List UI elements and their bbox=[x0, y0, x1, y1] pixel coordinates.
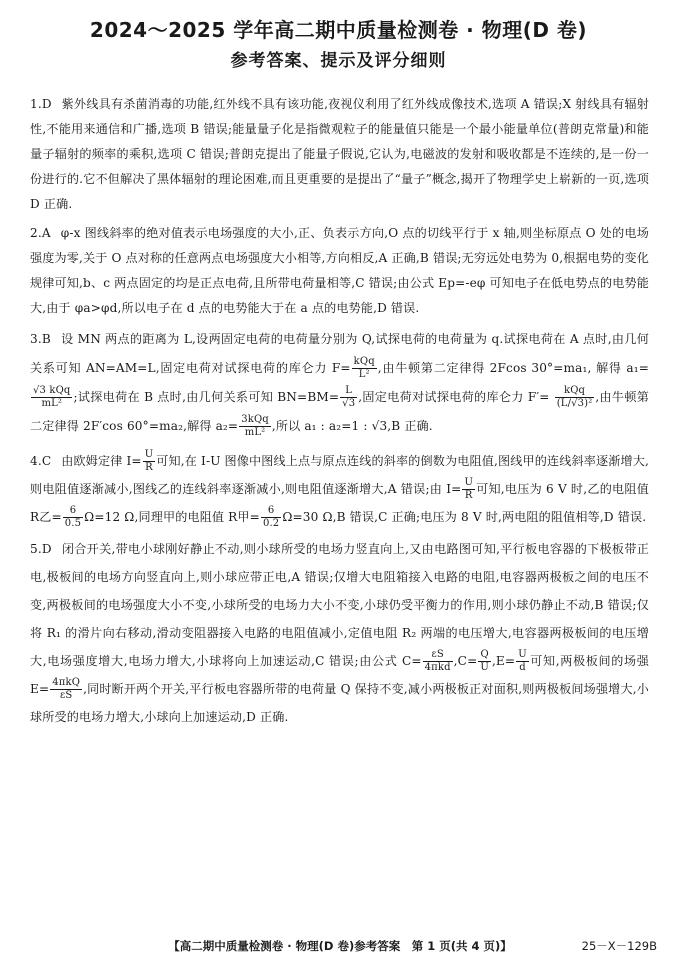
formula-fraction: $\frac{\text{kQq}}{\text{(L/√3)²}}$ bbox=[556, 385, 593, 409]
page-subtitle: 参考答案、提示及评分细则 bbox=[230, 51, 447, 71]
formula-fraction: $\frac{\text{3kQq}}{\text{mL²}}$ bbox=[241, 414, 269, 438]
footer-code: 25－X－129B bbox=[581, 939, 657, 953]
answer-text: 紫外线具有杀菌消毒的功能,红外线不具有该功能,夜视仪利用了红外线成像技术,选项 A 错误;X 射线具有辐射性,不能用来通信和广播,选项 B 错误;能量量子化是指微观粒子的能量值只能是一个最小能量单位(普朗克常量)和能量子辐射的频率的乘积,选项 C 错误;普朗克提出了能量子假说,它认为,电磁波的发射和吸收都是不连续的,是一份一份进行的.它不但解决了黑体辐射的理论困难,而且更重要的是提出了“量子”概念,揭开了物理学史上崭新的一页,选项 D 正确. bbox=[30, 97, 649, 211]
answer-text: 可知,两极板间的场强 E= bbox=[30, 654, 649, 696]
answer-text: 由欧姆定律 I= bbox=[61, 454, 142, 468]
answer-text: Ω=12 Ω,同理甲的电阻值 R甲= bbox=[84, 510, 260, 524]
answer-text: ,C= bbox=[453, 654, 478, 668]
page-title: 2024～2025 学年高二期中质量检测卷 · 物理(D 卷) bbox=[89, 18, 588, 42]
formula-fraction: $\frac{\varepsilon S}{\text{4πkd}}$ bbox=[424, 649, 451, 673]
answer-text: ,同时断开两个开关,平行板电容器所带的电荷量 Q 保持不变,减小两极板正对面积,则两极板间场强增大,小球所受的电场力增大,小球向上加速运动,D 正确. bbox=[30, 682, 649, 724]
answer-text: φ-x 图线斜率的绝对值表示电场强度的大小,正、负表示方向,O 点的切线平行于 x 轴,则坐标原点 O 处的电场强度为零,关于 O 点对称的任意两点电场强度大小相等,方向相反,A 正确,B 错误;无穷远处电势为 0,根据电势的变化规律可知,b、c 两点固定的均是正点电荷,且所带电荷量相等,C 错误;由公式 Ep=-eφ 可知电子在低电势点的电势能大,由于 φa>φd,所以电子在 d 点的电势能大于在 a 点的电势能,D 错误. bbox=[30, 226, 649, 315]
answer-text: ;试探电荷在 B 点时,由几何关系可知 BN=BM= bbox=[73, 390, 340, 404]
formula-fraction: $\frac{U}{R}$ bbox=[464, 477, 474, 501]
answer-number: 5.D bbox=[30, 542, 52, 556]
answer-number: 3.B bbox=[30, 332, 51, 346]
answer-text: ,固定电荷对试探电荷的库仑力 F′= bbox=[358, 390, 550, 404]
formula-fraction: $\frac{6}{0.5}$ bbox=[64, 505, 82, 529]
formula-fraction: $\frac{U}{d}$ bbox=[518, 649, 527, 673]
answer-text: ,由牛顿第二定律得 2Fcos 30°=ma₁, bbox=[377, 361, 592, 375]
answer-number: 2.A bbox=[30, 226, 51, 240]
answer-text: 可知,电压为 6 V 时,乙的电阻值 R乙= bbox=[30, 482, 649, 524]
answer-item-4 bbox=[30, 447, 649, 531]
formula-fraction: $\frac{Q}{U}$ bbox=[480, 649, 489, 673]
answer-text: 闭合开关,带电小球刚好静止不动,则小球所受的电场力竖直向上,又由电路图可知,平行板电容器的下极板带正电,极板间的电场方向竖直向上,则小球应带正电,A 错误;仅增大电阻箱接入电路的电阻,电容器两极板之间的电压不变,两极板间的电场强度大小不变,小球所受的电场力大小不变,小球仍受平衡力的作用,则小球仍静止不动,B 错误;仅将 R₁ 的滑片向右移动,滑动变阻器接入电路的电阻值减小,定值电阻 R₂ 两端的电压增大,电容器两极板间的电压增大,电场强度增大,电场力增大,小球将向上加速运动,C 错误;由公式 C= bbox=[30, 542, 649, 668]
formula-fraction: $\frac{L}{√3}$ bbox=[342, 385, 356, 409]
formula-fraction: $\frac{\text{kQq}}{\text{L²}}$ bbox=[353, 356, 375, 380]
answer-item-5 bbox=[30, 535, 649, 731]
answer-text: ,E= bbox=[491, 654, 516, 668]
answer-text: Ω=30 Ω,B 错误,C 正确;电压为 8 V 时,两电阻的阻值相等,D 错误. bbox=[282, 510, 647, 524]
answer-text: 可知,在 I-U 图像中图线上点与原点连线的斜率的倒数为电阻值,图线甲的连线斜率逐渐增大,则电阻值逐渐减小,图线乙的连线斜率逐渐减小,则电阻值逐渐增大,A 错误;由 I= bbox=[30, 454, 649, 496]
answer-item-1 bbox=[30, 92, 649, 217]
answer-number: 1.D bbox=[30, 97, 52, 111]
footer-title: 【高二期中质量检测卷 · 物理(D 卷)参考答案 第 1 页(共 4 页)】 bbox=[168, 939, 512, 953]
answer-number: 4.C bbox=[30, 454, 52, 468]
answer-text: ,所以 a₁ : a₂=1 : √3,B 正确. bbox=[271, 419, 433, 433]
answer-item-2 bbox=[30, 221, 649, 321]
answers-body bbox=[30, 92, 649, 735]
answer-item-3 bbox=[30, 325, 649, 441]
answer-text: 解得 a₁= bbox=[596, 361, 650, 375]
formula-fraction: $\frac{\text{√3 kQq}}{\text{mL²}}$ bbox=[33, 385, 71, 409]
formula-fraction: $\frac{\text{4πkQ}}{\varepsilon S}$ bbox=[52, 677, 81, 701]
answer-text: 设 MN 两点的距离为 L,设两固定电荷的电荷量分别为 Q,试探电荷的电荷量为 q.试探电荷在 A 点时,由几何关系可知 AN=AM=L,固定电荷对试探电荷的库仑力 F= bbox=[30, 332, 649, 375]
formula-fraction: $\frac{U}{R}$ bbox=[144, 449, 154, 473]
formula-fraction: $\frac{6}{0.2}$ bbox=[262, 505, 280, 529]
answer-text: ,由牛顿第二定律得 2F′cos 60°=ma₂,解得 a₂= bbox=[30, 390, 649, 433]
